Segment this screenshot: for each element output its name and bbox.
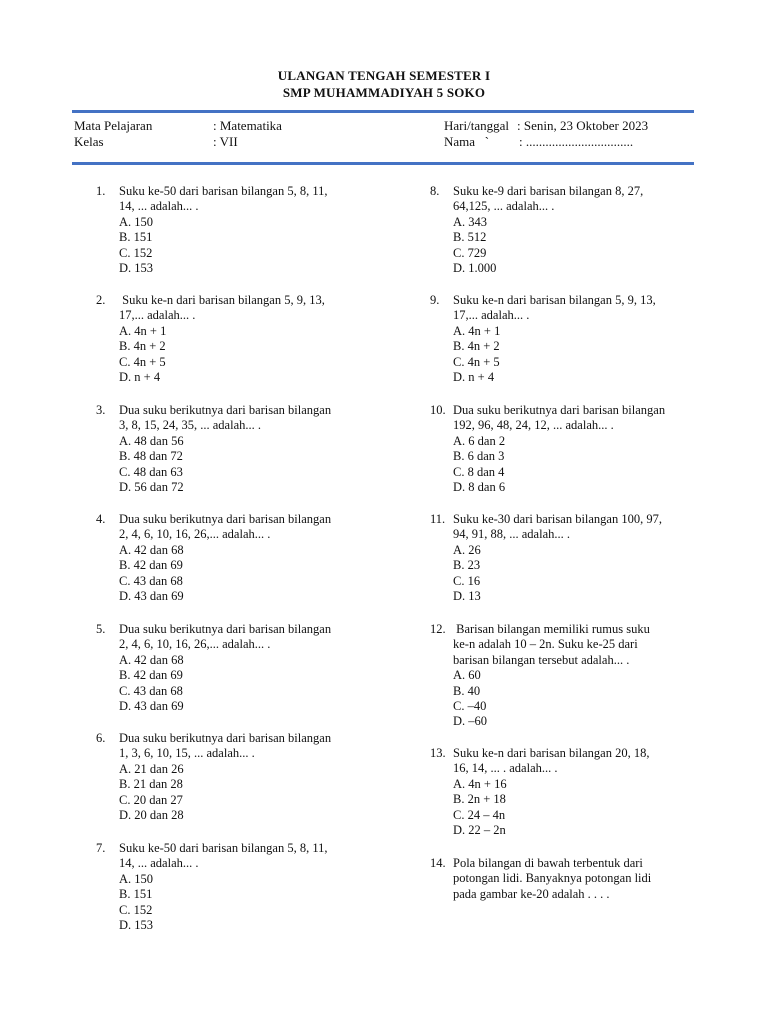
question-stem-line: Dua suku berikutnya dari barisan bilangan bbox=[119, 622, 332, 636]
header-rule-bottom bbox=[72, 162, 694, 165]
question-number: 12. bbox=[430, 622, 446, 636]
answer-option: A. 4n + 16 bbox=[453, 776, 507, 791]
answer-option: B. 40 bbox=[453, 683, 481, 698]
answer-option: B. 512 bbox=[453, 230, 487, 245]
answer-option: D. 8 dan 6 bbox=[453, 480, 506, 495]
question-number: 4. bbox=[96, 512, 106, 526]
answer-option: C. 729 bbox=[453, 245, 487, 260]
answer-option: C. 152 bbox=[119, 245, 153, 260]
question-item bbox=[430, 856, 710, 902]
question-number: 6. bbox=[96, 731, 106, 745]
question-stem-line: 2, 4, 6, 10, 16, 26,... adalah... . bbox=[119, 637, 271, 652]
question-stem-line: Dua suku berikutnya dari barisan bilangan bbox=[119, 731, 332, 745]
answer-option: C. 4n + 5 bbox=[119, 354, 166, 369]
name-value: : ................................. bbox=[519, 134, 634, 149]
question-item bbox=[430, 512, 710, 604]
question-stem-line: Barisan bilangan memiliki rumus suku bbox=[453, 622, 650, 636]
question-stem-line: pada gambar ke-20 adalah . . . . bbox=[453, 886, 610, 901]
question-item bbox=[96, 293, 376, 385]
question-item bbox=[96, 731, 376, 823]
answer-option: C. 43 dan 68 bbox=[119, 683, 183, 698]
question-stem-line: 1, 3, 6, 10, 15, ... adalah... . bbox=[119, 746, 255, 761]
answer-option: B. 6 dan 3 bbox=[453, 449, 505, 464]
question-item bbox=[430, 184, 710, 276]
answer-option: B. 21 dan 28 bbox=[119, 777, 183, 792]
question-stem-line: potongan lidi. Banyaknya potongan lidi bbox=[453, 871, 652, 886]
answer-option: D. 43 dan 69 bbox=[119, 589, 184, 604]
subject-label: Mata Pelajaran bbox=[74, 118, 153, 133]
answer-option: B. 42 dan 69 bbox=[119, 558, 183, 573]
question-number: 2. bbox=[96, 293, 106, 307]
answer-option: A. 343 bbox=[453, 214, 488, 229]
answer-option: A. 48 dan 56 bbox=[119, 433, 184, 448]
class-value: : VII bbox=[213, 134, 238, 149]
question-number: 3. bbox=[96, 403, 106, 417]
question-stem-line: barisan bilangan tersebut adalah... . bbox=[453, 652, 630, 667]
answer-option: A. 150 bbox=[119, 871, 154, 886]
question-item bbox=[430, 293, 710, 385]
question-stem-line: Pola bilangan di bawah terbentuk dari bbox=[453, 856, 643, 870]
answer-option: A. 21 dan 26 bbox=[119, 761, 184, 776]
answer-option: D. –60 bbox=[453, 714, 488, 729]
date-label: Hari/tanggal bbox=[444, 118, 509, 133]
question-number: 14. bbox=[430, 856, 446, 870]
answer-option: D. 22 – 2n bbox=[453, 823, 506, 838]
question-stem-line: 64,125, ... adalah... . bbox=[453, 199, 555, 214]
answer-option: D. 153 bbox=[119, 261, 154, 276]
question-stem-line: Suku ke-30 dari barisan bilangan 100, 97, bbox=[453, 512, 662, 526]
answer-option: A. 6 dan 2 bbox=[453, 433, 506, 448]
question-number: 5. bbox=[96, 622, 106, 636]
answer-option: B. 151 bbox=[119, 887, 153, 902]
answer-option: C. –40 bbox=[453, 699, 487, 714]
answer-option: B. 48 dan 72 bbox=[119, 449, 183, 464]
school-name: SMP MUHAMMADIYAH 5 SOKO bbox=[282, 85, 486, 100]
answer-option: D. 43 dan 69 bbox=[119, 699, 184, 714]
question-number: 10. bbox=[430, 403, 446, 417]
question-item bbox=[430, 622, 710, 730]
answer-option: C. 24 – 4n bbox=[453, 807, 506, 822]
question-number: 8. bbox=[430, 184, 440, 198]
question-item bbox=[96, 184, 376, 276]
question-stem-line: Suku ke-9 dari barisan bilangan 8, 27, bbox=[453, 184, 644, 198]
answer-option: D. 20 dan 28 bbox=[119, 808, 184, 823]
answer-option: C. 48 dan 63 bbox=[119, 464, 183, 479]
question-stem-line: Suku ke-n dari barisan bilangan 5, 9, 13, bbox=[119, 293, 325, 307]
question-stem-line: Suku ke-n dari barisan bilangan 5, 9, 13, bbox=[453, 293, 656, 307]
answer-option: D. 153 bbox=[119, 918, 154, 933]
question-number: 11. bbox=[430, 512, 446, 526]
header-rule-top bbox=[72, 110, 694, 113]
answer-option: A. 4n + 1 bbox=[119, 323, 167, 338]
question-item bbox=[96, 841, 376, 933]
question-stem-line: Suku ke-n dari barisan bilangan 20, 18, bbox=[453, 746, 650, 760]
answer-option: D. 13 bbox=[453, 589, 481, 604]
question-stem-line: 192, 96, 48, 24, 12, ... adalah... . bbox=[453, 418, 614, 433]
answer-option: B. 4n + 2 bbox=[119, 339, 166, 354]
answer-option: D. 1.000 bbox=[453, 261, 497, 276]
answer-option: A. 60 bbox=[453, 668, 481, 683]
question-stem-line: Suku ke-50 dari barisan bilangan 5, 8, 11, bbox=[119, 184, 328, 198]
question-stem-line: ke-n adalah 10 – 2n. Suku ke-25 dari bbox=[453, 637, 638, 652]
answer-option: B. 2n + 18 bbox=[453, 792, 506, 807]
answer-option: C. 8 dan 4 bbox=[453, 464, 505, 479]
question-item bbox=[96, 622, 376, 714]
question-item bbox=[96, 512, 376, 604]
question-stem-line: 14, ... adalah... . bbox=[119, 199, 199, 214]
question-stem-line: 16, 14, ... . adalah... . bbox=[453, 761, 558, 776]
question-number: 1. bbox=[96, 184, 106, 198]
answer-option: D. n + 4 bbox=[453, 370, 495, 385]
question-number: 9. bbox=[430, 293, 440, 307]
answer-option: B. 151 bbox=[119, 230, 153, 245]
question-stem-line: Dua suku berikutnya dari barisan bilangan bbox=[119, 512, 332, 526]
question-stem-line: Dua suku berikutnya dari barisan bilangan bbox=[119, 403, 332, 417]
answer-option: D. 56 dan 72 bbox=[119, 480, 184, 495]
answer-option: B. 23 bbox=[453, 558, 481, 573]
question-stem-line: 17,... adalah... . bbox=[453, 308, 530, 323]
exam-title: ULANGAN TENGAH SEMESTER I bbox=[277, 68, 491, 83]
question-stem-line: 14, ... adalah... . bbox=[119, 856, 199, 871]
question-number: 13. bbox=[430, 746, 446, 760]
question-item bbox=[96, 403, 376, 495]
question-stem-line: Dua suku berikutnya dari barisan bilangan bbox=[453, 403, 666, 417]
question-stem-line: Suku ke-50 dari barisan bilangan 5, 8, 11, bbox=[119, 841, 328, 855]
answer-option: C. 43 dan 68 bbox=[119, 573, 183, 588]
question-item bbox=[430, 746, 710, 838]
answer-option: B. 4n + 2 bbox=[453, 339, 500, 354]
answer-option: C. 16 bbox=[453, 573, 481, 588]
subject-value: : Matematika bbox=[213, 118, 282, 133]
question-number: 7. bbox=[96, 841, 106, 855]
answer-option: B. 42 dan 69 bbox=[119, 668, 183, 683]
answer-option: A. 150 bbox=[119, 214, 154, 229]
question-stem-line: 3, 8, 15, 24, 35, ... adalah... . bbox=[119, 418, 261, 433]
question-stem-line: 2, 4, 6, 10, 16, 26,... adalah... . bbox=[119, 527, 271, 542]
answer-option: C. 4n + 5 bbox=[453, 354, 500, 369]
name-label: Nama ` bbox=[444, 134, 490, 149]
answer-option: C. 152 bbox=[119, 902, 153, 917]
answer-option: A. 26 bbox=[453, 542, 481, 557]
answer-option: A. 4n + 1 bbox=[453, 323, 501, 338]
answer-option: A. 42 dan 68 bbox=[119, 652, 184, 667]
answer-option: C. 20 dan 27 bbox=[119, 792, 183, 807]
question-stem-line: 17,... adalah... . bbox=[119, 308, 196, 323]
answer-option: D. n + 4 bbox=[119, 370, 161, 385]
question-stem-line: 94, 91, 88, ... adalah... . bbox=[453, 527, 570, 542]
date-value: : Senin, 23 Oktober 2023 bbox=[517, 118, 649, 133]
question-item bbox=[430, 403, 710, 495]
class-label: Kelas bbox=[74, 134, 104, 149]
answer-option: A. 42 dan 68 bbox=[119, 542, 184, 557]
